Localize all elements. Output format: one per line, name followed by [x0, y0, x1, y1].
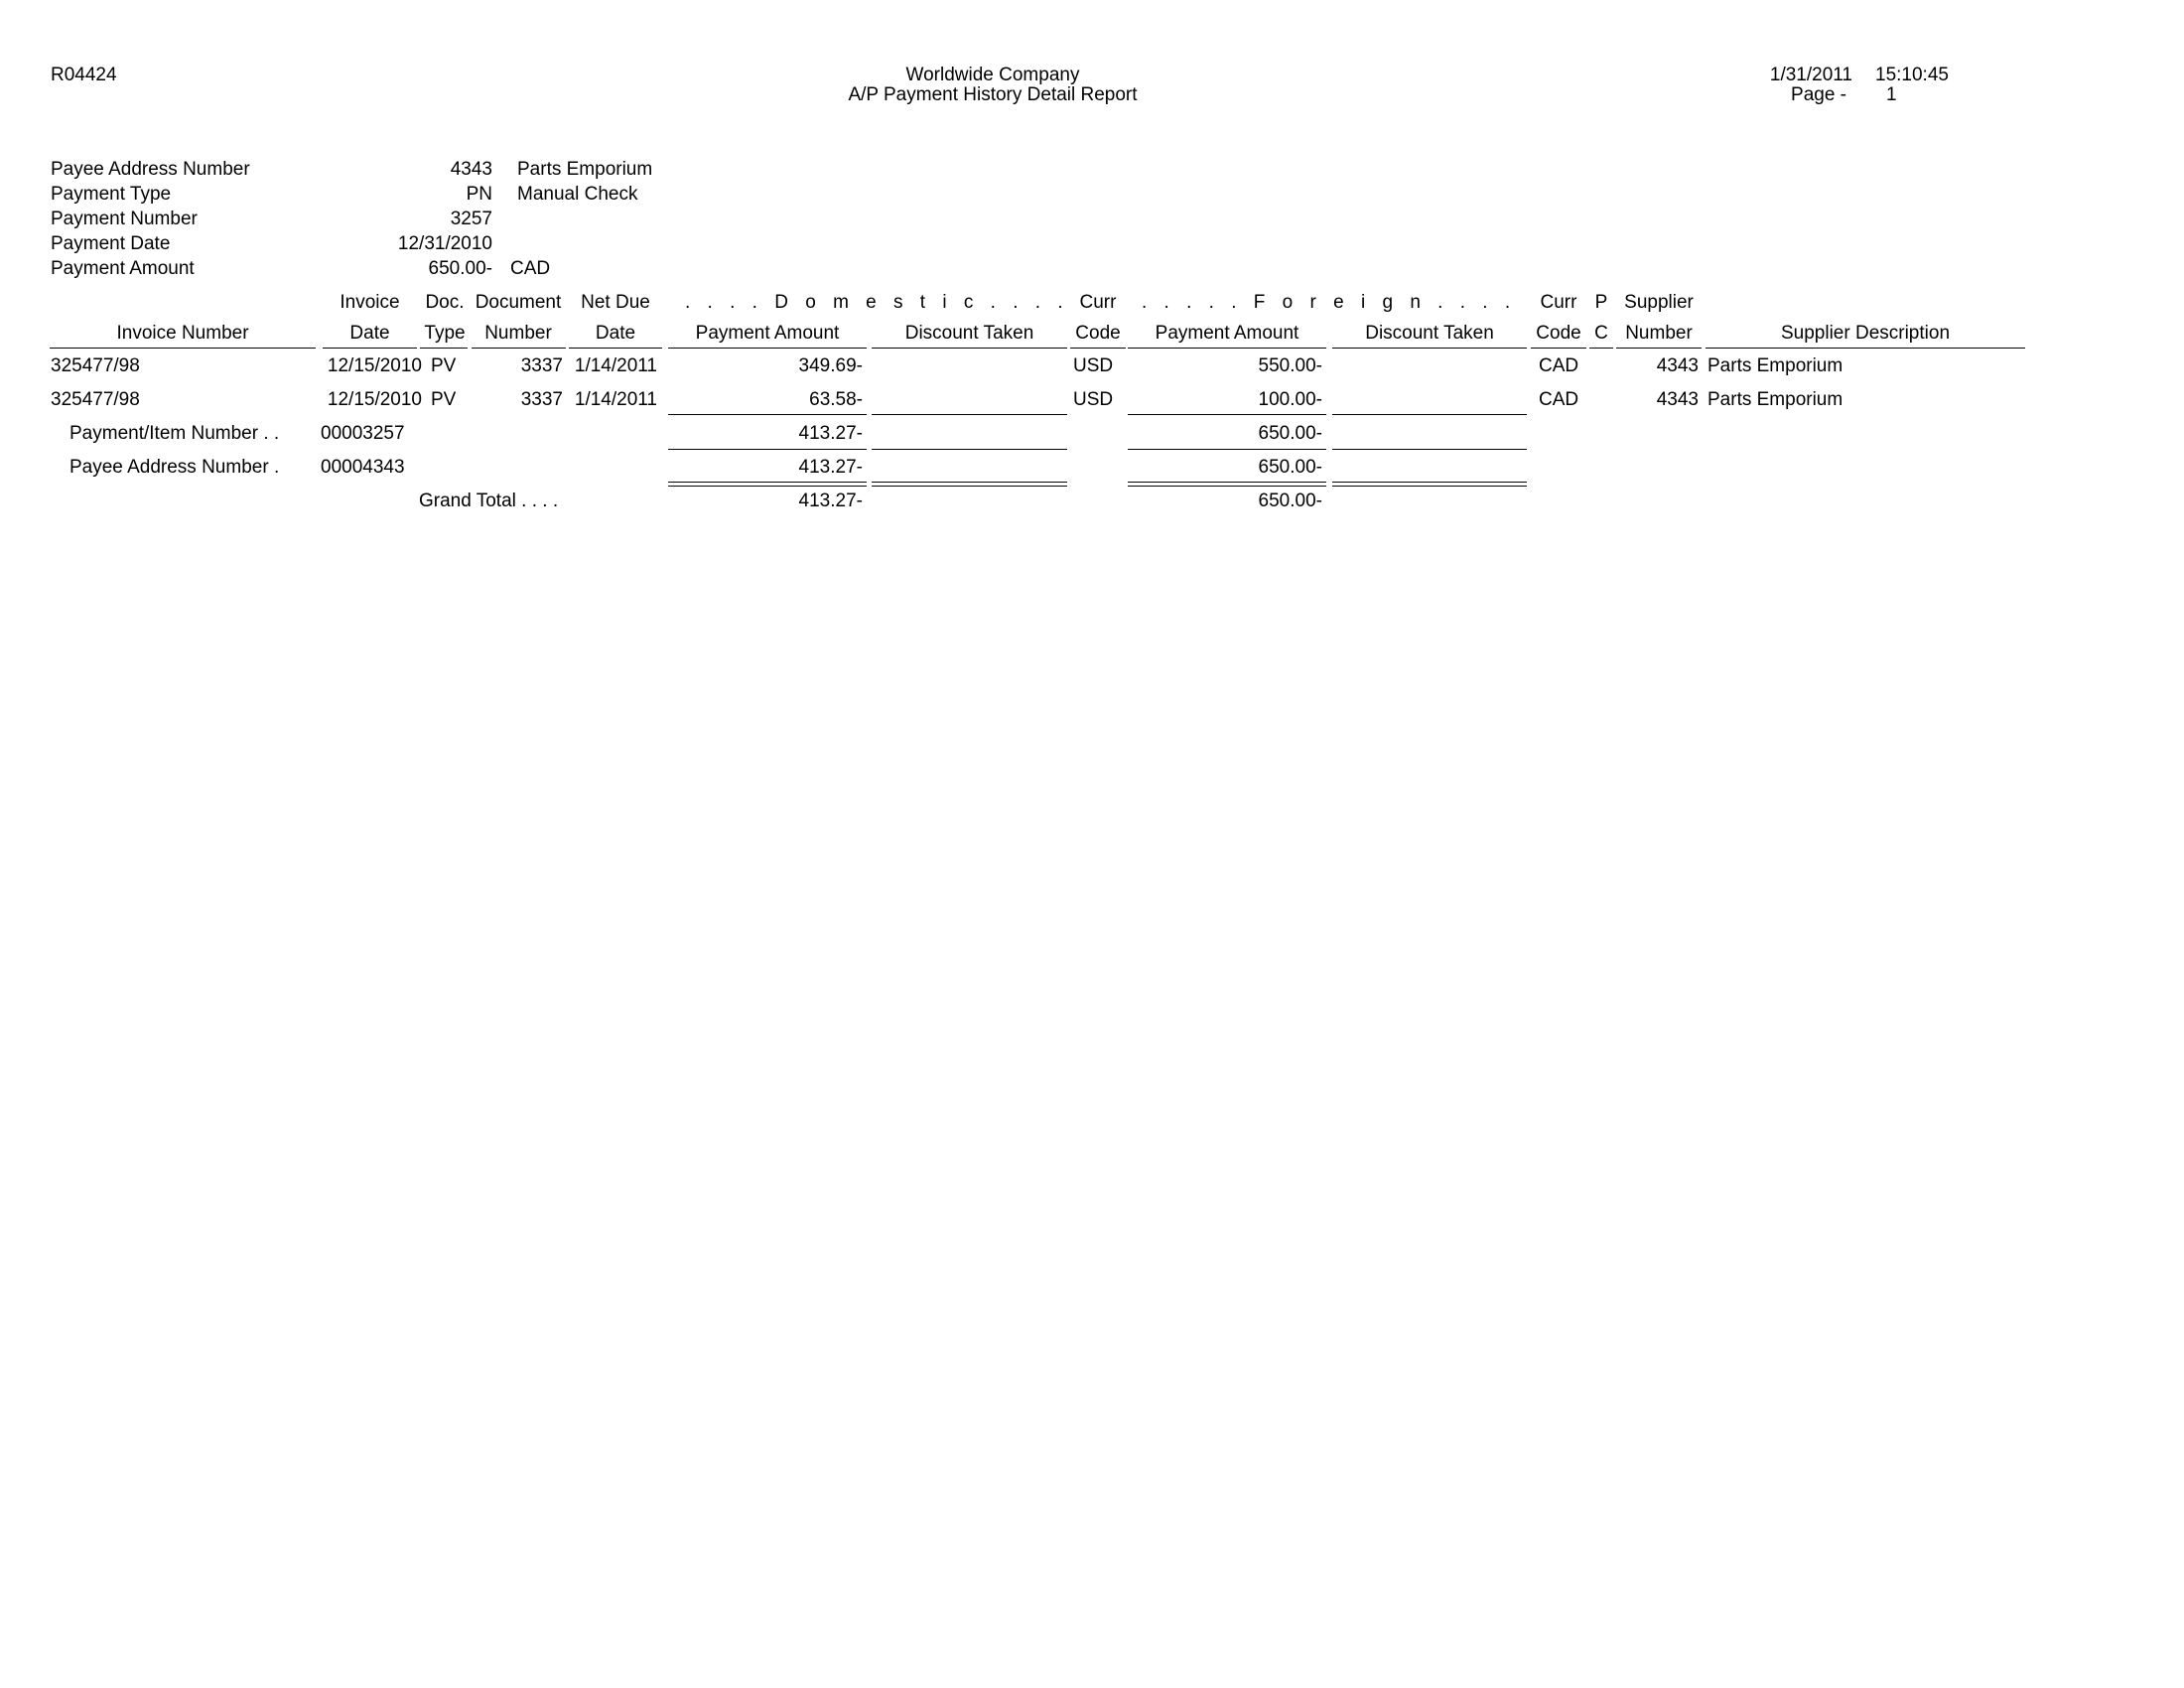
header-underline [872, 348, 1067, 349]
header-underline [1589, 348, 1613, 349]
grand-total-double-underline [872, 482, 1067, 487]
payment-type-desc: Manual Check [517, 184, 638, 205]
grand-total-double-underline [1128, 482, 1326, 487]
payment-amount-value: 650.00- [428, 258, 492, 279]
payee-total-label: Payee Address Number . [69, 457, 280, 478]
row-doc-type: PV [431, 355, 457, 376]
col-net-due-h2: Date [595, 323, 636, 344]
company-name: Worldwide Company [905, 65, 1080, 85]
row-supplier-number: 4343 [1656, 389, 1699, 410]
header-underline [50, 348, 316, 349]
col-for-curr-code-h2: Code [1536, 323, 1581, 344]
report-time: 15:10:45 [1875, 65, 1949, 85]
row-invoice-date: 12/15/2010 [327, 355, 422, 376]
subtotal-underline [1332, 414, 1527, 415]
item-total-label: Payment/Item Number . . [69, 423, 280, 444]
payee-total-for-amount: 650.00- [1258, 457, 1322, 478]
row-curr-code: USD [1073, 389, 1114, 410]
col-invoice-number: Invoice Number [116, 323, 249, 344]
row-net-due-date: 1/14/2011 [574, 389, 657, 410]
payment-type-label: Payment Type [51, 184, 172, 205]
row-doc-type: PV [431, 389, 457, 410]
grand-total-dom-amount: 413.27- [798, 491, 863, 511]
row-invoice-number: 325477/98 [51, 389, 140, 410]
col-curr-code-h1: Curr [1079, 292, 1117, 313]
header-underline [1128, 348, 1326, 349]
subtotal-underline [1128, 449, 1326, 450]
page-number: 1 [1886, 84, 1897, 105]
payee-total-dom-amount: 413.27- [798, 457, 863, 478]
col-curr-code-h2: Code [1075, 323, 1121, 344]
item-total-value: 00003257 [321, 423, 405, 444]
grand-total-for-amount: 650.00- [1258, 491, 1322, 511]
col-supplier-description: Supplier Description [1780, 323, 1951, 344]
subtotal-underline [872, 414, 1067, 415]
header-underline [668, 348, 867, 349]
subtotal-underline [668, 449, 867, 450]
col-doc-type-h2: Type [424, 323, 466, 344]
payment-number-value: 3257 [450, 209, 492, 229]
row-supplier-number: 4343 [1656, 355, 1699, 376]
grand-total-double-underline [668, 482, 867, 487]
col-for-payment-amount: Payment Amount [1155, 323, 1299, 344]
payment-number-label: Payment Number [51, 209, 198, 229]
item-total-for-amount: 650.00- [1258, 423, 1322, 444]
foreign-group-header: . . . . . F o r e i g n . . . . [1142, 292, 1517, 313]
col-for-discount-taken: Discount Taken [1365, 323, 1494, 344]
row-for-payment-amount: 100.00- [1258, 389, 1322, 410]
payment-type-value: PN [466, 184, 492, 205]
col-dom-payment-amount: Payment Amount [695, 323, 840, 344]
row-invoice-number: 325477/98 [51, 355, 140, 376]
subtotal-underline [1128, 414, 1326, 415]
row-for-curr-code: CAD [1539, 355, 1579, 376]
header-underline [1706, 348, 2025, 349]
payment-currency: CAD [510, 258, 551, 279]
row-for-payment-amount: 550.00- [1258, 355, 1322, 376]
row-supplier-description: Parts Emporium [1707, 355, 1843, 376]
header-underline [1070, 348, 1126, 349]
row-supplier-description: Parts Emporium [1707, 389, 1843, 410]
header-underline [472, 348, 566, 349]
payee-address-value: 4343 [450, 159, 492, 180]
payment-date-label: Payment Date [51, 233, 171, 254]
col-doc-type-h1: Doc. [425, 292, 465, 313]
payee-address-label: Payee Address Number [51, 159, 250, 180]
col-pc-h2: C [1594, 323, 1608, 344]
col-net-due-h1: Net Due [581, 292, 650, 313]
report-date: 1/31/2011 [1769, 65, 1852, 85]
header-underline [1531, 348, 1586, 349]
row-document-number: 3337 [520, 389, 563, 410]
col-document-number-h2: Number [484, 323, 552, 344]
report-title: A/P Payment History Detail Report [848, 84, 1138, 105]
col-dom-discount-taken: Discount Taken [904, 323, 1034, 344]
item-total-dom-amount: 413.27- [798, 423, 863, 444]
header-underline [569, 348, 662, 349]
col-pc-h1: P [1594, 292, 1608, 313]
col-supplier-number-h1: Supplier [1624, 292, 1694, 313]
domestic-group-header: . . . . D o m e s t i c . . . . [685, 292, 1069, 313]
grand-total-label: Grand Total . . . . [419, 491, 559, 511]
page-label: Page - [1791, 84, 1846, 105]
row-invoice-date: 12/15/2010 [327, 389, 422, 410]
col-invoice-date-h2: Date [349, 323, 390, 344]
header-underline [420, 348, 468, 349]
report-id: R04424 [51, 65, 117, 85]
payee-name: Parts Emporium [517, 159, 653, 180]
row-curr-code: USD [1073, 355, 1114, 376]
row-for-curr-code: CAD [1539, 389, 1579, 410]
row-net-due-date: 1/14/2011 [574, 355, 657, 376]
grand-total-double-underline [1332, 482, 1527, 487]
col-invoice-date-h1: Invoice [340, 292, 400, 313]
row-document-number: 3337 [520, 355, 563, 376]
payment-date-value: 12/31/2010 [397, 233, 492, 254]
subtotal-underline [1332, 449, 1527, 450]
col-document-number-h1: Document [475, 292, 562, 313]
header-underline [1332, 348, 1527, 349]
payee-total-value: 00004343 [321, 457, 405, 478]
subtotal-underline [668, 414, 867, 415]
header-underline [323, 348, 417, 349]
subtotal-underline [872, 449, 1067, 450]
col-for-curr-code-h1: Curr [1540, 292, 1577, 313]
row-dom-payment-amount: 63.58- [809, 389, 863, 410]
row-dom-payment-amount: 349.69- [798, 355, 863, 376]
payment-amount-label: Payment Amount [51, 258, 195, 279]
header-underline [1616, 348, 1702, 349]
col-supplier-number-h2: Number [1625, 323, 1693, 344]
